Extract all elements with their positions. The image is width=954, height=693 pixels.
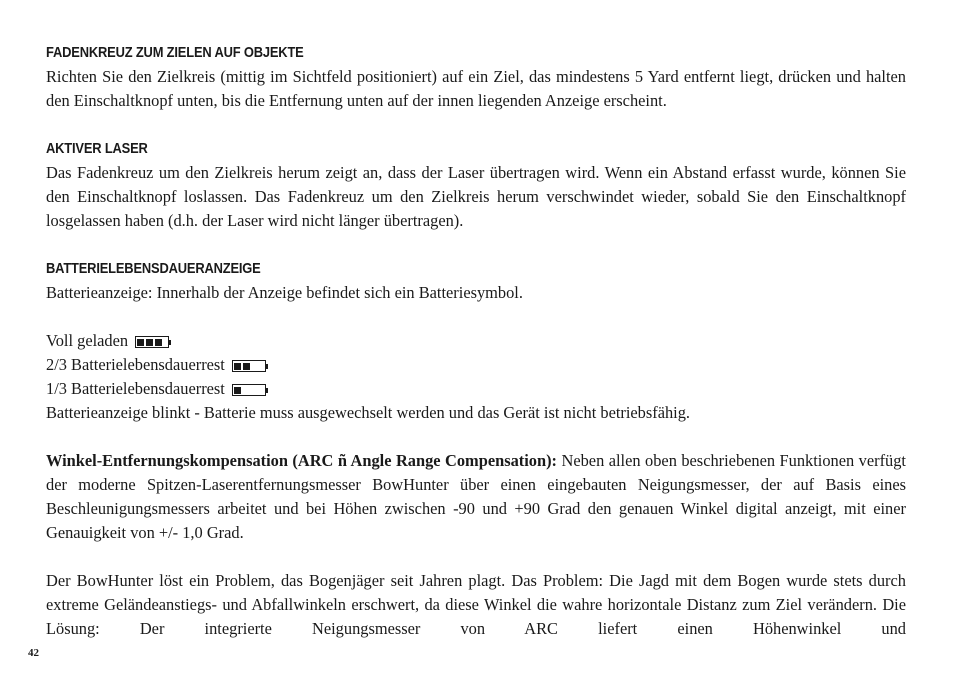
battery-two-thirds-icon	[232, 360, 268, 372]
spacer	[46, 233, 906, 257]
battery-heading: BATTERIELEBENSDAUERANZEIGE	[46, 260, 261, 277]
page-number: 42	[28, 647, 39, 659]
reticle-text: Richten Sie den Zielkreis (mittig im Sichtfeld positioniert) auf ein Ziel, das mindestens 5 Yard entfernt liegt, drücken und halten den Einschaltknopf unten, bis die Entfernung unten auf der innen liegenden Anzeige erscheint.	[46, 67, 906, 110]
battery-level-label: 1/3 Batterielebensdauerrest	[46, 379, 225, 398]
arc-paragraph	[46, 449, 906, 545]
battery-one-third-icon	[232, 384, 268, 396]
battery-intro: Batterieanzeige: Innerhalb der Anzeige befindet sich ein Batteriesymbol.	[46, 283, 523, 302]
laser-heading: AKTIVER LASER	[46, 140, 148, 157]
spacer	[46, 545, 906, 569]
battery-level-label: 2/3 Batterielebensdauerrest	[46, 355, 225, 374]
battery-level-one-third	[46, 377, 906, 401]
spacer	[46, 425, 906, 449]
battery-level-label: Voll geladen	[46, 331, 129, 350]
laser-text: Das Fadenkreuz um den Zielkreis herum zeigt an, dass der Laser übertragen wird. Wenn ein Abstand erfasst wurde, können Sie den Einschaltknopf loslassen. Das Fadenkreuz um den Zielkreis herum verschwindet wieder, sobald Sie den Einschaltknopf losgelassen haben (d.h. der Laser wird nicht länger übertragen).	[46, 163, 906, 230]
reticle-heading: FADENKREUZ ZUM ZIELEN AUF OBJEKTE	[46, 44, 304, 61]
spacer	[46, 113, 906, 137]
arc-text: Neben allen oben beschriebenen Funktionen verfügt der moderne Spitzen-Laserentfernungsmesser BowHunter über einen eingebauten Neigungsmesser, der auf Basis eines Beschleunigungsmessers arbeitet und bei Höhen zwischen -90 und +90 Grad den genauen Winkel digital anzeigt, mit einer Genauigkeit von +/- 1,0 Grad.	[46, 451, 906, 542]
battery-blink-text: Batterieanzeige blinkt - Batterie muss ausgewechselt werden und das Gerät ist nicht betriebsfähig.	[46, 403, 691, 422]
arc-bold-label: Winkel-Entfernungskompensation (ARC ñ Angle Range Compensation):	[46, 451, 558, 470]
spacer	[46, 305, 906, 329]
bowhunter-text: Der BowHunter löst ein Problem, das Bogenjäger seit Jahren plagt. Das Problem: Die Jagd mit dem Bogen wurde stets durch extreme Geländeanstiegs- und Abfallwinkeln erschwert, da diese Winkel die wahre horizontale Distanz zum Ziel verändern. Die Lösung: Der integrierte Neigungsmesser von ARC liefert einen Höhenwinkel und	[46, 571, 906, 638]
battery-full-icon	[135, 336, 171, 348]
battery-level-full	[46, 329, 906, 353]
manual-page	[46, 41, 906, 641]
battery-level-two-thirds	[46, 353, 906, 377]
